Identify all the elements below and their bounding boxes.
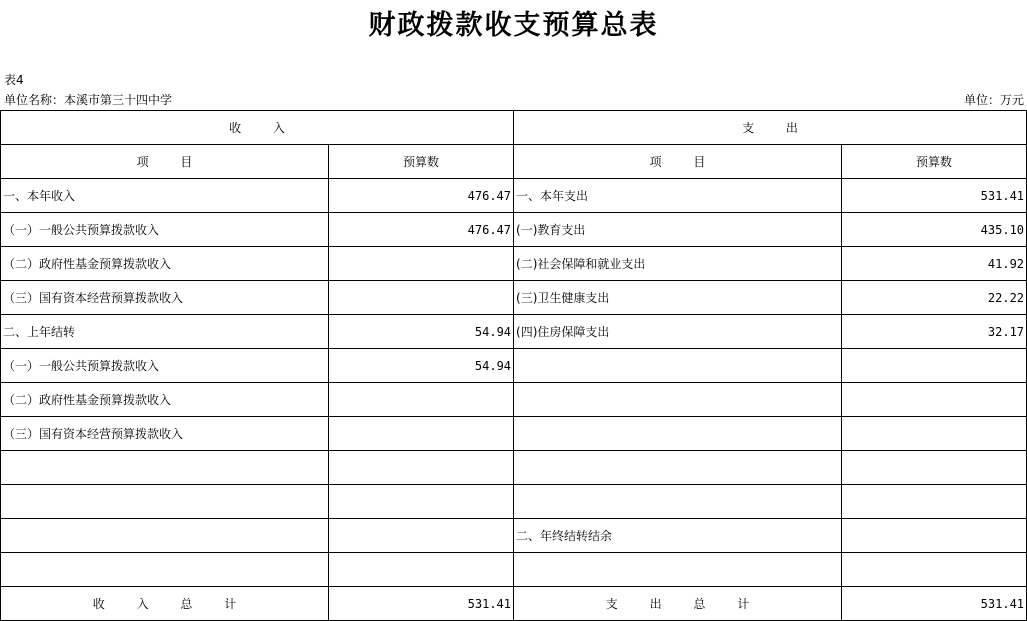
totals-row <box>1 587 1027 621</box>
expense-value-cell <box>842 349 1027 383</box>
income-item-cell <box>1 451 329 485</box>
table-row <box>1 451 1027 485</box>
expense-item-cell: 一、本年支出 <box>514 179 842 213</box>
income-value-cell <box>329 383 514 417</box>
income-item-cell: （二）政府性基金预算拨款收入 <box>1 383 329 417</box>
expense-total-value: 531.41 <box>842 587 1027 621</box>
expense-item-cell: (三)卫生健康支出 <box>514 281 842 315</box>
currency-unit: 单位：万元 <box>963 93 1024 107</box>
income-header: 收 入 <box>1 111 514 145</box>
income-value-cell: 476.47 <box>329 179 514 213</box>
table-row <box>1 349 1027 383</box>
expense-header: 支 出 <box>514 111 1027 145</box>
expense-value-cell <box>842 451 1027 485</box>
income-value-cell <box>329 485 514 519</box>
expense-item-header: 项 目 <box>514 145 842 179</box>
expense-value-cell: 531.41 <box>842 179 1027 213</box>
table-row <box>1 519 1027 553</box>
expense-value-cell: 22.22 <box>842 281 1027 315</box>
income-item-cell: （三）国有资本经营预算拨款收入 <box>1 281 329 315</box>
income-item-cell: （三）国有资本经营预算拨款收入 <box>1 417 329 451</box>
income-item-cell: （二）政府性基金预算拨款收入 <box>1 247 329 281</box>
income-item-cell: 二、上年结转 <box>1 315 329 349</box>
expense-item-cell <box>514 383 842 417</box>
page-title: 财政拨款收支预算总表 <box>368 10 659 41</box>
expense-value-cell: 32.17 <box>842 315 1027 349</box>
expense-item-cell <box>514 451 842 485</box>
table-row <box>1 247 1027 281</box>
income-item-cell: （一）一般公共预算拨款收入 <box>1 349 329 383</box>
table-row <box>1 417 1027 451</box>
expense-item-cell <box>514 553 842 587</box>
income-value-cell: 476.47 <box>329 213 514 247</box>
expense-value-cell <box>842 383 1027 417</box>
expense-value-cell <box>842 553 1027 587</box>
income-total-label: 收 入 总 计 <box>1 587 329 621</box>
section-header-row <box>1 111 1027 145</box>
column-header-row <box>1 145 1027 179</box>
expense-total-label: 支 出 总 计 <box>514 587 842 621</box>
expense-item-cell: 二、年终结转结余 <box>514 519 842 553</box>
income-value-cell <box>329 247 514 281</box>
expense-value-cell <box>842 417 1027 451</box>
income-item-header: 项 目 <box>1 145 329 179</box>
table-row <box>1 281 1027 315</box>
income-value-cell: 54.94 <box>329 349 514 383</box>
expense-item-cell: (一)教育支出 <box>514 213 842 247</box>
income-value-cell <box>329 519 514 553</box>
budget-table <box>0 110 1027 621</box>
income-value-cell <box>329 417 514 451</box>
expense-item-cell <box>514 349 842 383</box>
expense-item-cell <box>514 417 842 451</box>
expense-value-cell: 41.92 <box>842 247 1027 281</box>
expense-value-cell: 435.10 <box>842 213 1027 247</box>
income-budget-header: 预算数 <box>329 145 514 179</box>
expense-value-cell <box>842 485 1027 519</box>
income-value-cell <box>329 451 514 485</box>
expense-item-cell: (四)住房保障支出 <box>514 315 842 349</box>
income-item-cell <box>1 553 329 587</box>
table-number: 表4 <box>4 73 24 87</box>
expense-item-cell: (二)社会保障和就业支出 <box>514 247 842 281</box>
income-item-cell <box>1 519 329 553</box>
expense-item-cell <box>514 485 842 519</box>
expense-value-cell <box>842 519 1027 553</box>
income-item-cell: 一、本年收入 <box>1 179 329 213</box>
expense-budget-header: 预算数 <box>842 145 1027 179</box>
income-item-cell <box>1 485 329 519</box>
income-item-cell: （一）一般公共预算拨款收入 <box>1 213 329 247</box>
income-value-cell <box>329 281 514 315</box>
table-row <box>1 179 1027 213</box>
income-value-cell: 54.94 <box>329 315 514 349</box>
table-row <box>1 315 1027 349</box>
table-row <box>1 213 1027 247</box>
unit-name: 单位名称：本溪市第三十四中学 <box>4 93 173 107</box>
table-row <box>1 553 1027 587</box>
income-total-value: 531.41 <box>329 587 514 621</box>
table-row <box>1 383 1027 417</box>
income-value-cell <box>329 553 514 587</box>
table-row <box>1 485 1027 519</box>
